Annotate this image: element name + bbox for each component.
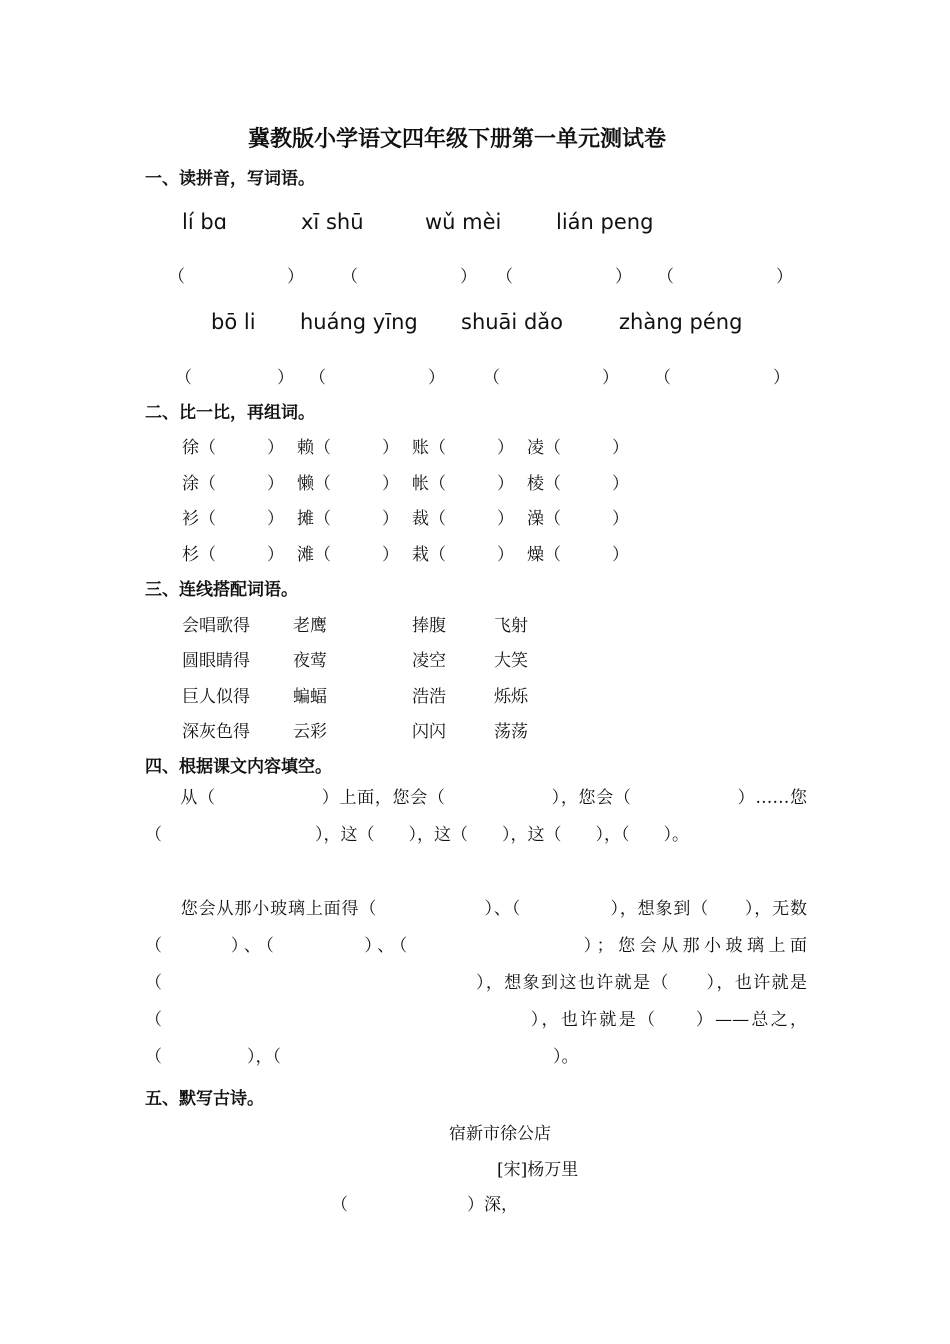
compare-item: 滩（ ）: [297, 545, 399, 565]
compare-item: 棱（ ）: [527, 474, 629, 494]
match-word: 烁烁: [494, 687, 528, 707]
answer-blank[interactable]: （ ）: [657, 267, 793, 287]
answer-blank[interactable]: （ ）: [483, 368, 619, 388]
compare-item: 懒（ ）: [297, 474, 399, 494]
section-2-heading: 二、比一比，再组词。: [145, 403, 315, 423]
compare-item: 栽（ ）: [412, 545, 514, 565]
match-word: 大笑: [494, 651, 528, 671]
match-word: 捧腹: [412, 616, 446, 636]
page-title: 冀教版小学语文四年级下册第一单元测试卷: [248, 127, 667, 152]
section-5-heading: 五、默写古诗。: [145, 1089, 264, 1109]
answer-blank[interactable]: （ ）: [341, 267, 477, 287]
match-word: 老鹰: [293, 616, 327, 636]
match-word: 浩浩: [412, 687, 446, 707]
pinyin-4: lián peng: [556, 210, 654, 234]
compare-item: 摊（ ）: [297, 509, 399, 529]
match-word: 闪闪: [412, 722, 446, 742]
match-word: 会唱歌得: [182, 616, 250, 636]
match-word: 深灰色得: [182, 722, 250, 742]
poem-title: 宿新市徐公店: [449, 1124, 551, 1144]
poem-line-1[interactable]: （ ）深，: [331, 1195, 518, 1215]
pinyin-6: huáng yīng: [300, 310, 418, 334]
section-4-heading: 四、根据课文内容填空。: [145, 757, 332, 777]
pinyin-8: zhàng péng: [619, 310, 743, 334]
section-1-heading: 一、读拼音，写词语。: [145, 169, 315, 189]
match-word: 夜莺: [293, 651, 327, 671]
match-word: 蝙蝠: [293, 687, 327, 707]
compare-item: 燥（ ）: [527, 545, 629, 565]
compare-item: 澡（ ）: [527, 509, 629, 529]
answer-blank[interactable]: （ ）: [168, 267, 304, 287]
match-word: 飞射: [494, 616, 528, 636]
compare-item: 徐（ ）: [182, 438, 284, 458]
match-word: 荡荡: [494, 722, 528, 742]
fill-paragraph-2: 您会从那小玻璃上面得（ ）、（ ），想象到（ ），无数（ ）、（ ）、（ ）；您会从那小玻璃上面（ ），想象到这也许就是（ ），也许就是（ ），也许就是（ ）——总之，（ ），（ ）。: [145, 899, 807, 1067]
match-word: 圆眼睛得: [182, 651, 250, 671]
compare-item: 裁（ ）: [412, 509, 514, 529]
compare-item: 杉（ ）: [182, 545, 284, 565]
match-word: 云彩: [293, 722, 327, 742]
compare-item: 赖（ ）: [297, 438, 399, 458]
compare-item: 衫（ ）: [182, 509, 284, 529]
pinyin-1: lí bɑ: [182, 210, 228, 234]
answer-blank[interactable]: （ ）: [496, 267, 632, 287]
fill-paragraph-1: 从（ ）上面，您会（ ），您会（ ）……您（ ），这（ ），这（ ），这（ ），（ ）。: [145, 788, 807, 845]
pinyin-7: shuāi dǎo: [461, 310, 563, 334]
match-word: 巨人似得: [182, 687, 250, 707]
compare-item: 帐（ ）: [412, 474, 514, 494]
compare-item: 涂（ ）: [182, 474, 284, 494]
match-word: 凌空: [412, 651, 446, 671]
answer-blank[interactable]: （ ）: [175, 368, 294, 388]
poem-author: [宋]杨万里: [497, 1160, 579, 1180]
pinyin-3: wǔ mèi: [425, 210, 502, 234]
answer-blank[interactable]: （ ）: [309, 368, 445, 388]
compare-item: 账（ ）: [412, 438, 514, 458]
compare-item: 凌（ ）: [527, 438, 629, 458]
answer-blank[interactable]: （ ）: [654, 368, 790, 388]
pinyin-2: xī shū: [301, 210, 364, 234]
section-3-heading: 三、连线搭配词语。: [145, 580, 298, 600]
pinyin-5: bō li: [211, 310, 256, 334]
